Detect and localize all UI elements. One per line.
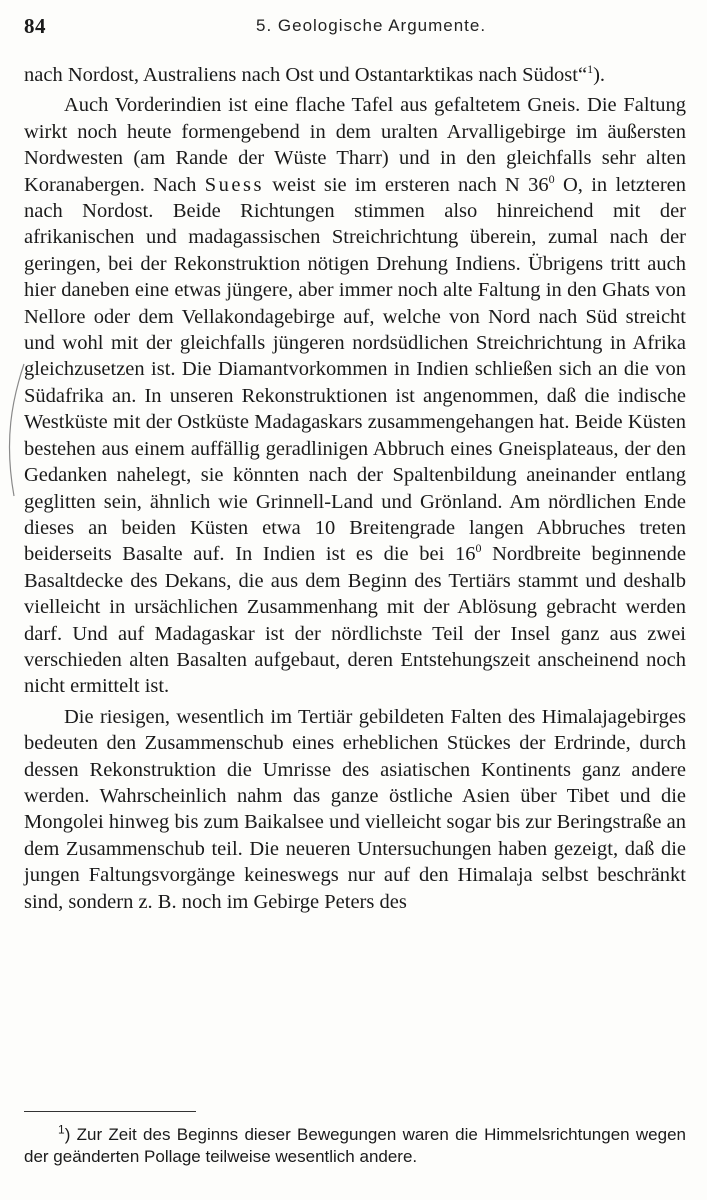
footnote: [24, 1124, 686, 1167]
author-name-suess: Suess: [204, 173, 264, 196]
paragraph-2-part-a: Auch Vorderindien ist eine flache Tafel aus gefaltetem Gneis. Die Faltung wirkt noch heute formengebend in dem uralten Arvalligebirge im äußersten Nordwesten (am Rande der Wüste Tharr) und in den gleichfalls sehr alten Koranabergen. Nach: [24, 94, 686, 196]
footnote-text: ) Zur Zeit des Beginns dieser Bewegungen waren die Himmelsrichtungen wegen der geänderten Pollage teilweise wesentlich andere.: [24, 1125, 686, 1166]
page-header: [24, 14, 686, 44]
paragraph-2-part-d: Nordbreite beginnende Basaltdecke des Dekans, die aus dem Beginn des Tertiärs stammt und deshalb vielleicht in ursächlichen Zusammenhang mit der Ablösung gebracht werden darf. Und auf Madagaskar ist der nördlichste Teil der Insel ganz aus zwei verschieden alten Basalten aufgebaut, deren Entstehungszeit anscheinend noch nicht ermittelt ist.: [24, 543, 686, 698]
paragraph-1: [24, 62, 686, 88]
paragraph-2-part-b: weist sie im ersteren nach N 36: [263, 173, 549, 196]
footnote-rule: [24, 1111, 196, 1112]
body-text: [24, 62, 686, 915]
degree-sign: 0: [475, 541, 482, 556]
paragraph-1-end: ).: [593, 64, 606, 86]
footnote-reference: 1: [587, 62, 594, 77]
paragraph-3: Die riesigen, wesentlich im Tertiär gebildeten Falten des Himalajagebirges bedeuten den Zusammenschub eines erheblichen Stückes der Erdrinde, durch dessen Rekonstruktion die Umrisse des asiatischen Kontinents ganz andere werden. Wahrscheinlich nahm das ganze östliche Asien über Tibet und die Mongolei hinweg bis zum Baikalsee und vielleicht sogar bis zur Beringstraße an dem Zusammenschub teil. Die neueren Untersuchungen haben gezeigt, daß die jungen Faltungsvorgänge keineswegs nur auf den Himalaja selbst beschränkt sind, sondern z. B. noch im Gebirge Peters des: [24, 705, 686, 913]
paragraph-2-part-c: O, in letzteren nach Nordost. Beide Richtungen stimmen also hinreichend mit der afrikanischen und madagassischen Streichrichtung überein, zumal nach der geringen, bei der Rekonstruktion nötigen Drehung Indiens. Übrigens tritt auch hier daneben eine etwas jüngere, aber immer noch alte Faltung in den Ghats von Nellore oder dem Vellakondagebirge auf, welche von Nord nach Süd streicht und wohl mit der gleichfalls jüngeren nordsüdlichen Streichrichtung in Afrika gleichzusetzen ist. Die Diamantvorkommen in Indien schließen sich an die von Südafrika an. In unseren Rekonstruktionen ist angenommen, daß die indische Westküste mit der Ostküste Madagaskars zusammengehangen hat. Beide Küsten bestehen aus einem auffällig geradlinigen Abbruch eines Gneisplateaus, der den Gedanken nahelegt, sie könnten nach der Spaltenbildung aneinander entlang geglitten sein, ähnlich wie Grinnell-Land und Grönland. Am nördlichen Ende dieses an beiden Küsten etwa 10 Breitengrade langen Abbruches treten beiderseits Basalte auf. In Indien ist es die bei 16: [24, 173, 687, 566]
footnote-marker: 1: [58, 1122, 65, 1137]
paragraph-1-text: nach Nordost, Australiens nach Ost und Ostantarktikas nach Südost“: [24, 64, 588, 86]
running-head: 5. Geologische Argumente.: [256, 16, 487, 35]
paragraph-2: [24, 92, 686, 699]
degree-sign: 0: [548, 171, 555, 186]
page-number: 84: [24, 14, 46, 38]
